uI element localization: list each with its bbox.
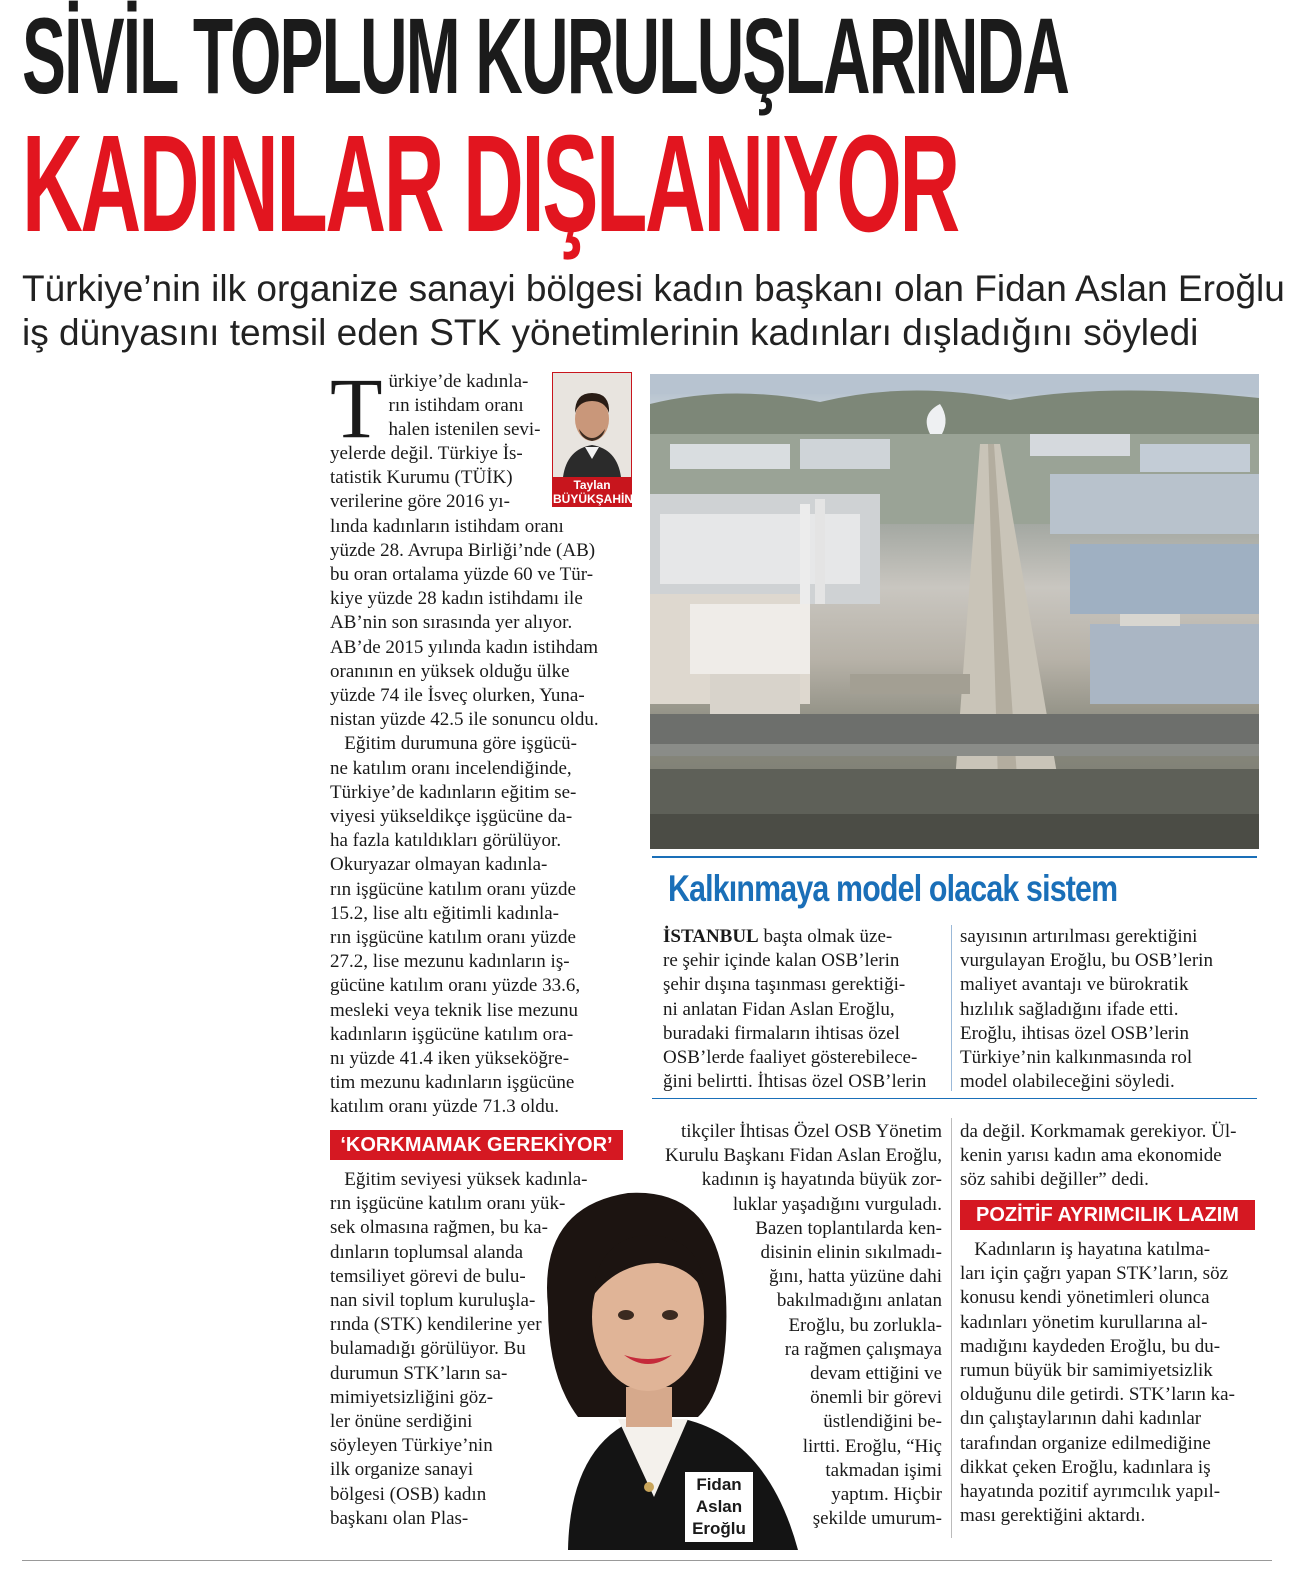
text-line: nı yüzde 41.4 iken yükseköğre- bbox=[330, 1048, 570, 1070]
column-3-bottom bbox=[960, 1238, 1260, 1528]
text-line: Kadınların iş hayatına katılma- bbox=[960, 1239, 1211, 1260]
text-line: lında kadınların istihdam oranı bbox=[330, 515, 564, 537]
text-line: bu oran ortalama yüzde 60 ve Tür- bbox=[330, 564, 594, 586]
text-line: söyleyen Türkiye’nin bbox=[330, 1435, 493, 1457]
text-line: verilerine göre 2016 yı- bbox=[330, 491, 510, 513]
text-line: devam ettiğini ve bbox=[810, 1363, 942, 1385]
column-3-top-lines bbox=[960, 1120, 1260, 1193]
text-line: Bazen toplantılarda ken- bbox=[755, 1217, 942, 1239]
text-line: katılım oranı yüzde 71.3 oldu. bbox=[330, 1096, 560, 1118]
portrait-caption bbox=[685, 1472, 753, 1542]
text-line: kiye yüzde 28 kadın istihdamı ile bbox=[330, 588, 583, 610]
osb-aerial-photo bbox=[650, 374, 1259, 849]
subhead-pozitif: POZİTİF AYRIMCILIK LAZIM bbox=[960, 1200, 1255, 1230]
sidebar-box-right-column bbox=[960, 925, 1255, 1094]
page-bottom-rule bbox=[22, 1560, 1272, 1561]
text-line: ilk organize sanayi bbox=[330, 1459, 474, 1481]
text-line: dın çalıştaylarının dahi kadınlar bbox=[960, 1408, 1202, 1430]
text-line: yaptım. Hiçbir bbox=[831, 1484, 942, 1506]
text-line: durumun STK’ların sa- bbox=[330, 1362, 508, 1384]
text-line: dınların toplumsal alanda bbox=[330, 1241, 524, 1263]
text-line: tim mezunu kadınların işgücüne bbox=[330, 1072, 575, 1094]
text-line: Eğitim durumuna göre işgücü- bbox=[330, 733, 577, 755]
text-line: konusu kendi yönetimleri olunca bbox=[960, 1287, 1210, 1309]
text-line: luklar yaşadığını vurguladı. bbox=[732, 1193, 942, 1215]
text-line: şehir dışına taşınması gerektiği- bbox=[663, 974, 906, 996]
eroglu-portrait-illustration bbox=[508, 1187, 798, 1550]
sidebar-box-first-line bbox=[663, 925, 945, 949]
text-line: ması gerektiğini aktardı. bbox=[960, 1505, 1146, 1527]
text-line: maliyet avantajı ve bürokratik bbox=[960, 974, 1189, 996]
text-line: başkanı olan Plas- bbox=[330, 1507, 469, 1529]
text-line: gücüne katılım oranı yüzde 33.6, bbox=[330, 975, 581, 997]
headline-line-2: KADINLAR DIŞLANIYOR bbox=[22, 107, 958, 261]
text-line: yüzde 74 ile İsveç olurken, Yuna- bbox=[330, 685, 585, 707]
sidebar-box-divider bbox=[951, 925, 952, 1091]
sidebar-box-bottom-rule bbox=[652, 1098, 1257, 1099]
osb-aerial-illustration bbox=[650, 374, 1259, 849]
text-line: bölgesi (OSB) kadın bbox=[330, 1483, 487, 1505]
text-line: üstlendiğini be- bbox=[823, 1411, 942, 1433]
text-line: tatistik Kurumu (TÜİK) bbox=[330, 467, 513, 489]
text-line: rın işgücüne katılım oranı yük- bbox=[330, 1193, 566, 1215]
text-line: 15.2, lise altı eğitimli kadınla- bbox=[330, 902, 560, 924]
text-line: disinin elinin sıkılmadı- bbox=[760, 1242, 942, 1264]
headline-line-1: SİVİL TOPLUM KURULUŞLARINDA bbox=[22, 0, 1069, 116]
text-line: söz sahibi değiller” dedi. bbox=[960, 1169, 1149, 1191]
text-line: ler önüne serdiğini bbox=[330, 1411, 473, 1433]
text-line: buradaki firmaların ihtisas özel bbox=[663, 1022, 900, 1044]
column-rule bbox=[951, 1118, 952, 1538]
deck-line-1: Türkiye’nin ilk organize sanayi bölgesi kadın başkanı olan Fidan Aslan Eroğlu bbox=[22, 268, 1285, 309]
text-line: rın işgücüne katılım oranı yüzde bbox=[330, 927, 576, 949]
text-line: AB’nin son sırasında yer alıyor. bbox=[330, 612, 573, 634]
deck-line-2: iş dünyasını temsil eden STK yönetimlerinin kadınları dışladığını söyledi bbox=[22, 312, 1199, 353]
text-line: lirtti. Eroğlu, “Hiç bbox=[802, 1435, 942, 1457]
sidebar-box-title: Kalkınmaya model olacak sistem bbox=[668, 868, 1118, 909]
text-line: önemli bir görevi bbox=[810, 1387, 942, 1409]
sidebar-box-first-line-text: başta olmak üze- bbox=[758, 926, 893, 947]
text-line: ğını, hatta yüzüne dahi bbox=[768, 1266, 942, 1288]
sidebar-box-left-lines bbox=[663, 949, 945, 1094]
sidebar-box-left-column bbox=[663, 925, 945, 1094]
text-line: nistan yüzde 42.5 ile sonuncu oldu. bbox=[330, 709, 599, 731]
text-line: kadının iş hayatında büyük zor- bbox=[701, 1169, 942, 1191]
text-line: model olabileceğini söyledi. bbox=[960, 1071, 1175, 1093]
text-line: nan sivil toplum kuruluşla- bbox=[330, 1290, 536, 1312]
text-line: dikkat çeken Eroğlu, kadınlara iş bbox=[960, 1456, 1211, 1478]
text-line: şekilde umurum- bbox=[812, 1508, 942, 1530]
text-line: ları için çağrı yapan STK’ların, söz bbox=[960, 1263, 1229, 1285]
text-line: oranının en yüksek olduğu ülke bbox=[330, 660, 570, 682]
subhead-korkmamak: ‘KORKMAMAK GEREKİYOR’ bbox=[330, 1130, 623, 1160]
text-line: Okuryazar olmayan kadınla- bbox=[330, 854, 548, 876]
text-line: bakılmadığını anlatan bbox=[776, 1290, 942, 1312]
eroglu-portrait bbox=[508, 1187, 798, 1550]
text-line: tarafından organize edilmediğine bbox=[960, 1432, 1211, 1454]
text-line: ürkiye’de kadınla- bbox=[388, 371, 529, 392]
sidebar-box-right-lines bbox=[960, 925, 1255, 1094]
text-line: rında (STK) kendilerine yer bbox=[330, 1314, 542, 1336]
text-line: Türkiye’nin kalkınmasında rol bbox=[960, 1047, 1193, 1069]
text-line: takmadan işimi bbox=[825, 1459, 942, 1481]
author-last-name: BÜYÜKŞAHİN bbox=[553, 492, 634, 506]
text-line: hızlılık sağladığını ifade etti. bbox=[960, 998, 1179, 1020]
text-line: da değil. Korkmamak gerekiyor. Ül- bbox=[960, 1121, 1237, 1142]
text-line: yelerde değil. Türkiye İs- bbox=[330, 443, 523, 464]
portrait-caption-line: Aslan bbox=[695, 1497, 743, 1516]
text-line: halen istenilen sevi- bbox=[388, 419, 541, 441]
text-line: mesleki veya teknik lise mezunu bbox=[330, 999, 578, 1021]
text-line: temsiliyet görevi de bulu- bbox=[330, 1265, 526, 1287]
text-line: AB’de 2015 yılında kadın istihdam bbox=[330, 636, 599, 658]
text-line: mimiyetsizliğini göz- bbox=[330, 1386, 494, 1408]
column-1-body-lines bbox=[330, 442, 625, 1120]
author-first-name: Taylan bbox=[573, 478, 611, 492]
text-line: Eğitim seviyesi yüksek kadınla- bbox=[330, 1169, 588, 1190]
text-line: rın işgücüne katılım oranı yüzde bbox=[330, 878, 576, 900]
text-line: kadınları yönetim kurullarına al- bbox=[960, 1311, 1208, 1333]
text-line: ni anlatan Fidan Aslan Eroğlu, bbox=[663, 998, 895, 1020]
text-line: ha fazla katıldıkları görülüyor. bbox=[330, 830, 562, 852]
text-line: OSB’lerde faaliyet gösterebilece- bbox=[663, 1047, 918, 1069]
text-line: kenin yarısı kadın ama ekonomide bbox=[960, 1145, 1222, 1167]
text-line: vurgulayan Eroğlu, bu OSB’lerin bbox=[960, 950, 1213, 972]
column-3-bottom-lines bbox=[960, 1238, 1260, 1528]
text-line: rumun büyük bir samimiyetsizlik bbox=[960, 1360, 1213, 1382]
text-line: viyesi yükseldikçe işgücüne da- bbox=[330, 806, 573, 828]
text-line: bulamadığı görülüyor. Bu bbox=[330, 1338, 526, 1360]
text-line: re şehir içinde kalan OSB’lerin bbox=[663, 950, 900, 972]
column-1-body bbox=[330, 442, 625, 1120]
text-line: ğini belirtti. İhtisas özel OSB’lerin bbox=[663, 1071, 927, 1093]
text-line: yüzde 28. Avrupa Birliği’nde (AB) bbox=[330, 539, 596, 561]
text-line: Kurulu Başkanı Fidan Aslan Eroğlu, bbox=[664, 1145, 942, 1167]
portrait-caption-line: Eroğlu bbox=[692, 1519, 746, 1538]
text-line: sek olmasına rağmen, bu ka- bbox=[330, 1217, 548, 1239]
portrait-caption-line: Fidan bbox=[696, 1475, 742, 1494]
text-line: madığını kaydeden Eroğlu, bu du- bbox=[960, 1335, 1221, 1357]
text-line: sayısının artırılması gerektiğini bbox=[960, 926, 1198, 947]
column-3-top bbox=[960, 1120, 1260, 1193]
text-line: tikçiler İhtisas Özel OSB Yönetim bbox=[680, 1121, 942, 1142]
dateline: İSTANBUL bbox=[663, 926, 759, 947]
text-line: kadınların işgücüne katılım ora- bbox=[330, 1023, 574, 1045]
drop-cap: T bbox=[330, 360, 383, 456]
text-line: hayatında pozitif ayrımcılık yapıl- bbox=[960, 1481, 1221, 1503]
text-line: ra rağmen çalışmaya bbox=[784, 1338, 942, 1360]
text-line: olduğunu dile getirdi. STK’ların ka- bbox=[960, 1384, 1235, 1406]
text-line: Eroğlu, bu zorlukla- bbox=[788, 1314, 942, 1336]
text-line: Türkiye’de kadınların eğitim se- bbox=[330, 781, 577, 803]
text-line: ne katılım oranı incelendiğinde, bbox=[330, 757, 572, 779]
text-line: Eroğlu, ihtisas özel OSB’lerin bbox=[960, 1022, 1190, 1044]
text-line: rın istihdam oranı bbox=[388, 395, 524, 417]
text-line: 27.2, lise mezunu kadınların iş- bbox=[330, 951, 570, 973]
